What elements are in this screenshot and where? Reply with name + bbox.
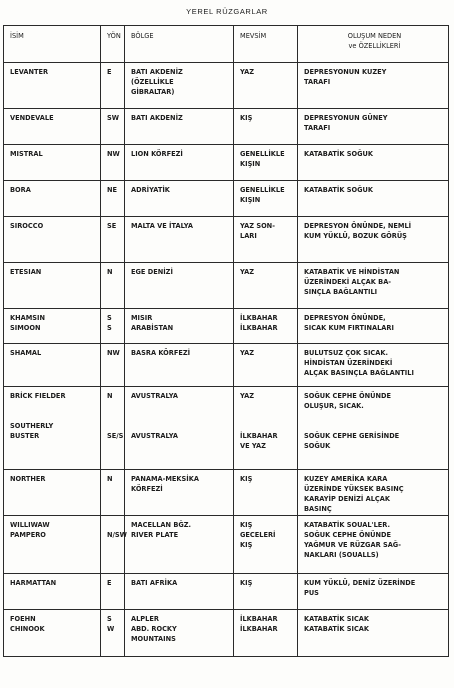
name-cell: SHAMAL xyxy=(4,344,101,387)
direction-cell: N/SW xyxy=(101,516,125,574)
cause-cell: KATABATİK SOUAL'LER. SOĞUK CEPHE ÖNÜNDE YAĞMUR VE RÜZGAR SAĞ- NAKLARI (SOUALLS) xyxy=(298,516,449,574)
name-cell: SIROCCO xyxy=(4,217,101,263)
season-cell: GENELLİKLE KIŞIN xyxy=(234,145,298,181)
header-name: İSİM xyxy=(4,26,101,63)
direction-cell: NW xyxy=(101,145,125,181)
table-row xyxy=(4,145,449,181)
name-cell: ETESIAN xyxy=(4,263,101,309)
region-cell: AVUSTRALYA AVUSTRALYA xyxy=(125,387,234,470)
season-cell: KIŞ xyxy=(234,574,298,610)
table-row xyxy=(4,309,449,344)
season-cell: KIŞ xyxy=(234,109,298,145)
region-cell: ADRİYATİK xyxy=(125,181,234,217)
cause-cell: KATABATİK SOĞUK xyxy=(298,181,449,217)
table-row xyxy=(4,109,449,145)
direction-cell: N xyxy=(101,470,125,516)
direction-cell: N SE/S xyxy=(101,387,125,470)
season-cell: İLKBAHAR İLKBAHAR xyxy=(234,309,298,344)
name-cell: KHAMSIN SIMOON xyxy=(4,309,101,344)
region-cell: BASRA KÖRFEZİ xyxy=(125,344,234,387)
name-cell: LEVANTER xyxy=(4,63,101,109)
table-row xyxy=(4,387,449,470)
region-cell: LION KÖRFEZİ xyxy=(125,145,234,181)
season-cell: İLKBAHAR İLKBAHAR xyxy=(234,610,298,657)
region-cell: MISIR ARABİSTAN xyxy=(125,309,234,344)
header-cause: OLUŞUM NEDEN ve ÖZELLİKLERİ xyxy=(298,26,449,63)
table-row xyxy=(4,610,449,657)
table-row xyxy=(4,263,449,309)
cause-cell: DEPRESYON ÖNÜNDE, SICAK KUM FIRTINALARI xyxy=(298,309,449,344)
season-cell: GENELLİKLE KIŞIN xyxy=(234,181,298,217)
direction-cell: E xyxy=(101,574,125,610)
name-cell: NORTHER xyxy=(4,470,101,516)
region-cell: EGE DENİZİ xyxy=(125,263,234,309)
direction-cell: NW xyxy=(101,344,125,387)
table-row xyxy=(4,217,449,263)
season-cell: YAZ İLKBAHAR VE YAZ xyxy=(234,387,298,470)
cause-cell: KATABATİK SOĞUK xyxy=(298,145,449,181)
table-row xyxy=(4,516,449,574)
cause-cell: BULUTSUZ ÇOK SICAK. HİNDİSTAN ÜZERİNDEKİ ALÇAK BASINÇLA BAĞLANTILI xyxy=(298,344,449,387)
season-cell: YAZ xyxy=(234,344,298,387)
table-row xyxy=(4,63,449,109)
name-cell: BORA xyxy=(4,181,101,217)
table-row xyxy=(4,470,449,516)
cause-cell: KUM YÜKLÜ, DENİZ ÜZERİNDE PUS xyxy=(298,574,449,610)
document-title: YEREL RÜZGARLAR xyxy=(186,7,268,16)
name-cell: BRİCK FIELDER SOUTHERLY BUSTER xyxy=(4,387,101,470)
region-cell: ALPLER ABD. ROCKY MOUNTAINS xyxy=(125,610,234,657)
header-row xyxy=(4,26,449,63)
region-cell: PANAMA-MEKSİKA KÖRFEZİ xyxy=(125,470,234,516)
name-cell: VENDEVALE xyxy=(4,109,101,145)
header-direction: YÖN xyxy=(101,26,125,63)
direction-cell: S W xyxy=(101,610,125,657)
direction-cell: NE xyxy=(101,181,125,217)
season-cell: KIŞ GECELERİ KIŞ xyxy=(234,516,298,574)
direction-cell: S S xyxy=(101,309,125,344)
direction-cell: SW xyxy=(101,109,125,145)
name-cell: WILLIWAW PAMPERO xyxy=(4,516,101,574)
season-cell: KIŞ xyxy=(234,470,298,516)
name-cell: MISTRAL xyxy=(4,145,101,181)
header-season: MEVSİM xyxy=(234,26,298,63)
cause-cell: SOĞUK CEPHE ÖNÜNDE OLUŞUR, SICAK. SOĞUK CEPHE GERİSİNDE SOĞUK xyxy=(298,387,449,470)
region-cell: BATI AKDENİZ (ÖZELLİKLE GİBRALTAR) xyxy=(125,63,234,109)
region-cell: MALTA VE İTALYA xyxy=(125,217,234,263)
direction-cell: N xyxy=(101,263,125,309)
table-row xyxy=(4,344,449,387)
name-cell: FOEHN CHINOOK xyxy=(4,610,101,657)
region-cell: BATI AFRİKA xyxy=(125,574,234,610)
season-cell: YAZ SON- LARI xyxy=(234,217,298,263)
local-winds-table xyxy=(3,25,449,657)
table-row xyxy=(4,181,449,217)
cause-cell: KUZEY AMERİKA KARA ÜZERİNDE YÜKSEK BASINÇ KARAYİP DENİZİ ALÇAK BASINÇ xyxy=(298,470,449,516)
table-row xyxy=(4,574,449,610)
direction-cell: SE xyxy=(101,217,125,263)
region-cell: MACELLAN BĞZ. RIVER PLATE xyxy=(125,516,234,574)
cause-cell: DEPRESYON ÖNÜNDE, NEMLİ KUM YÜKLÜ, BOZUK GÖRÜŞ xyxy=(298,217,449,263)
region-cell: BATI AKDENİZ xyxy=(125,109,234,145)
cause-cell: DEPRESYONUN GÜNEY TARAFI xyxy=(298,109,449,145)
season-cell: YAZ xyxy=(234,263,298,309)
name-cell: HARMATTAN xyxy=(4,574,101,610)
season-cell: YAZ xyxy=(234,63,298,109)
cause-cell: DEPRESYONUN KUZEY TARAFI xyxy=(298,63,449,109)
cause-cell: KATABATİK VE HİNDİSTAN ÜZERİNDEKİ ALÇAK BA- SINÇLA BAĞLANTILI xyxy=(298,263,449,309)
cause-cell: KATABATİK SICAK KATABATİK SICAK xyxy=(298,610,449,657)
direction-cell: E xyxy=(101,63,125,109)
header-region: BÖLGE xyxy=(125,26,234,63)
